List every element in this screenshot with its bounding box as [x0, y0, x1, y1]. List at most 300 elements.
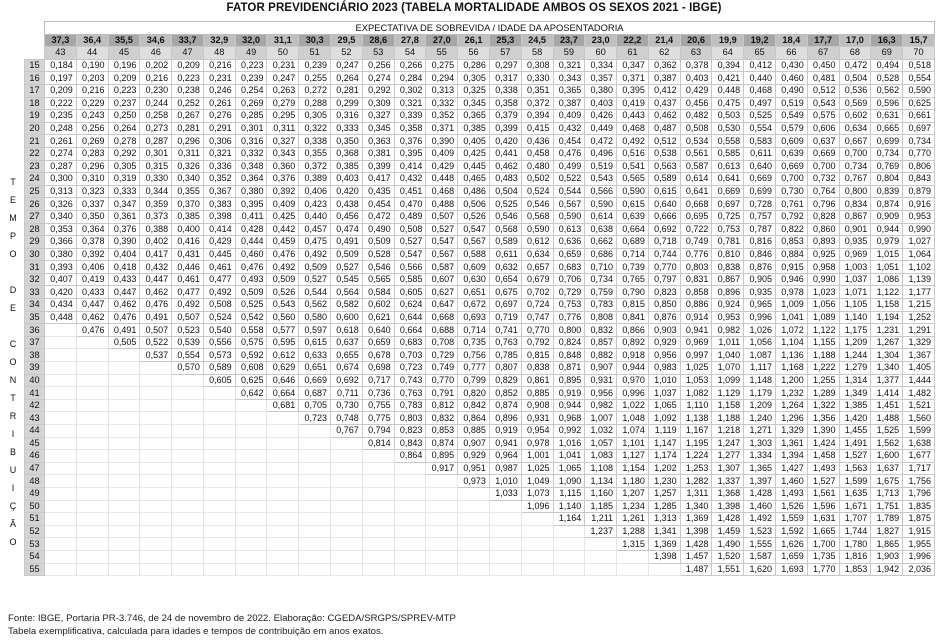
factor-cell: 1,289: [807, 387, 839, 400]
factor-cell: 0,838: [521, 362, 553, 375]
factor-cell: 1,180: [617, 475, 649, 488]
factor-cell: 0,931: [521, 412, 553, 425]
factor-cell: 0,385: [172, 210, 204, 223]
empty-cell: [172, 475, 204, 488]
factor-cell: 1,700: [807, 538, 839, 551]
factor-cell: 0,281: [172, 122, 204, 135]
factor-cell: 1,164: [553, 513, 585, 526]
empty-cell: [76, 387, 108, 400]
life-expectancy-cell: 20,6: [680, 34, 712, 47]
factor-cell: 1,105: [839, 299, 871, 312]
age-row: [25, 47, 935, 60]
factor-cell: 0,580: [299, 311, 331, 324]
table-row: [25, 299, 935, 312]
factor-cell: 0,644: [394, 311, 426, 324]
factor-cell: 0,982: [585, 399, 617, 412]
factor-cell: 0,216: [140, 72, 172, 85]
factor-cell: 0,274: [45, 147, 77, 160]
empty-cell: [235, 525, 267, 538]
factor-cell: 1,016: [553, 437, 585, 450]
factor-cell: 0,674: [331, 362, 363, 375]
factor-cell: 0,503: [712, 110, 744, 123]
factor-cell: 0,708: [426, 336, 458, 349]
factor-cell: 0,544: [299, 286, 331, 299]
factor-cell: 1,253: [680, 462, 712, 475]
factor-cell: 0,472: [839, 59, 871, 72]
factor-cell: 0,654: [489, 273, 521, 286]
factor-cell: 0,570: [172, 362, 204, 375]
factor-cell: 0,258: [140, 110, 172, 123]
empty-cell: [140, 462, 172, 475]
factor-cell: 0,446: [172, 261, 204, 274]
factor-cell: 0,700: [775, 173, 807, 186]
factor-cell: 0,546: [489, 210, 521, 223]
factor-cell: 0,275: [426, 59, 458, 72]
factor-cell: 0,431: [172, 248, 204, 261]
life-expectancy-cell: 34,6: [140, 34, 172, 47]
factor-cell: 0,723: [394, 362, 426, 375]
factor-cell: 1,487: [680, 563, 712, 576]
empty-cell: [299, 500, 331, 513]
factor-cell: 0,480: [521, 160, 553, 173]
factor-cell: 1,200: [775, 374, 807, 387]
factor-cell: 0,387: [553, 97, 585, 110]
factor-cell: 1,087: [744, 349, 776, 362]
factor-cell: 0,543: [807, 97, 839, 110]
empty-cell: [394, 550, 426, 563]
factor-cell: 0,823: [394, 425, 426, 438]
factor-cell: 0,389: [299, 173, 331, 186]
table-row: [25, 160, 935, 173]
factor-cell: 0,412: [648, 84, 680, 97]
factor-cell: 0,564: [331, 286, 363, 299]
factor-cell: 0,639: [775, 147, 807, 160]
empty-cell: [140, 450, 172, 463]
empty-cell: [140, 362, 172, 375]
factor-cell: 1,707: [839, 513, 871, 526]
factor-cell: 0,411: [235, 210, 267, 223]
age-cell: 65: [744, 47, 776, 60]
table-row: [25, 223, 935, 236]
factor-cell: 0,492: [267, 261, 299, 274]
factor-cell: 0,414: [394, 160, 426, 173]
factor-cell: 0,274: [362, 72, 394, 85]
factor-cell: 1,074: [617, 425, 649, 438]
factor-cell: 0,534: [680, 135, 712, 148]
factor-cell: 1,185: [585, 500, 617, 513]
factor-cell: 0,681: [267, 399, 299, 412]
factor-cell: 0,614: [585, 210, 617, 223]
factor-cell: 0,776: [680, 248, 712, 261]
empty-cell: [108, 349, 140, 362]
empty-cell: [521, 513, 553, 526]
contribution-years-cell: 18: [25, 97, 45, 110]
factor-cell: 0,791: [426, 387, 458, 400]
factor-cell: 1,334: [744, 450, 776, 463]
factor-cell: 1,493: [775, 487, 807, 500]
factor-cell: 0,815: [617, 299, 649, 312]
factor-cell: 0,299: [331, 97, 363, 110]
life-expectancy-cell: 16,3: [871, 34, 903, 47]
factor-cell: 0,477: [203, 273, 235, 286]
factor-cell: 0,423: [299, 198, 331, 211]
contribution-years-cell: 50: [25, 500, 45, 513]
factor-cell: 0,842: [458, 399, 490, 412]
empty-cell: [235, 399, 267, 412]
factor-cell: 0,321: [394, 97, 426, 110]
empty-cell: [172, 437, 204, 450]
factor-cell: 1,693: [775, 563, 807, 576]
table-row: [25, 412, 935, 425]
factor-cell: 0,710: [585, 261, 617, 274]
factor-cell: 0,472: [585, 135, 617, 148]
factor-cell: 1,304: [871, 349, 903, 362]
factor-cell: 0,475: [299, 236, 331, 249]
factor-cell: 0,417: [140, 248, 172, 261]
factor-cell: 2,036: [903, 563, 935, 576]
table-row: [25, 84, 935, 97]
factor-cell: 0,267: [172, 110, 204, 123]
empty-cell: [267, 412, 299, 425]
factor-cell: 0,419: [76, 273, 108, 286]
factor-cell: 0,372: [521, 97, 553, 110]
factor-cell: 0,657: [521, 261, 553, 274]
life-expectancy-cell: 27,8: [394, 34, 426, 47]
factor-cell: 1,117: [744, 362, 776, 375]
empty-cell: [235, 500, 267, 513]
factor-cell: 0,254: [235, 84, 267, 97]
age-cell: 45: [108, 47, 140, 60]
empty-cell: [172, 563, 204, 576]
factor-cell: 1,154: [617, 462, 649, 475]
factor-cell: 0,632: [489, 261, 521, 274]
factor-cell: 1,230: [648, 475, 680, 488]
empty-cell: [108, 362, 140, 375]
factor-cell: 1,224: [680, 450, 712, 463]
factor-cell: 1,340: [871, 362, 903, 375]
table-row: [25, 210, 935, 223]
factor-cell: 1,488: [871, 412, 903, 425]
factor-cell: 1,599: [903, 425, 935, 438]
empty-cell: [140, 500, 172, 513]
factor-cell: 0,686: [585, 248, 617, 261]
factor-cell: 0,364: [76, 223, 108, 236]
empty-cell: [203, 487, 235, 500]
empty-cell: [108, 563, 140, 576]
age-cell: 57: [489, 47, 521, 60]
empty-cell: [235, 462, 267, 475]
empty-cell: [331, 500, 363, 513]
contribution-years-cell: 51: [25, 513, 45, 526]
factor-cell: 0,605: [394, 286, 426, 299]
factor-cell: 0,770: [521, 324, 553, 337]
factor-cell: 0,642: [235, 387, 267, 400]
factor-cell: 0,338: [299, 135, 331, 148]
contribution-years-cell: 47: [25, 462, 45, 475]
factor-cell: 1,211: [585, 513, 617, 526]
empty-cell: [108, 500, 140, 513]
factor-cell: 0,362: [648, 59, 680, 72]
empty-cell: [267, 462, 299, 475]
factor-cell: 1,314: [839, 374, 871, 387]
factor-cell: 0,281: [331, 84, 363, 97]
factor-cell: 0,481: [807, 72, 839, 85]
empty-cell: [299, 475, 331, 488]
factor-cell: 0,568: [521, 210, 553, 223]
factor-cell: 0,526: [458, 210, 490, 223]
factor-cell: 0,491: [140, 311, 172, 324]
factor-cell: 0,357: [585, 72, 617, 85]
factor-cell: 0,853: [775, 236, 807, 249]
factor-cell: 0,990: [903, 223, 935, 236]
factor-cell: 0,407: [45, 273, 77, 286]
factor-cell: 0,885: [458, 425, 490, 438]
factor-cell: 0,425: [458, 147, 490, 160]
factor-cell: 0,443: [617, 110, 649, 123]
empty-cell: [267, 487, 299, 500]
factor-cell: 1,037: [839, 273, 871, 286]
empty-cell: [76, 525, 108, 538]
factor-cell: 0,748: [331, 412, 363, 425]
factor-cell: 0,944: [871, 223, 903, 236]
factor-cell: 1,361: [775, 437, 807, 450]
factor-cell: 0,874: [426, 437, 458, 450]
factor-cell: 0,507: [140, 324, 172, 337]
factor-cell: 1,064: [903, 248, 935, 261]
factor-cell: 0,523: [172, 324, 204, 337]
factor-cell: 0,647: [426, 299, 458, 312]
table-row: [25, 450, 935, 463]
factor-cell: 1,365: [744, 462, 776, 475]
factor-cell: 0,442: [267, 223, 299, 236]
empty-cell: [553, 538, 585, 551]
empty-cell: [267, 550, 299, 563]
factor-cell: 0,613: [712, 160, 744, 173]
factor-cell: 1,835: [903, 500, 935, 513]
factor-cell: 1,104: [775, 336, 807, 349]
factor-cell: 0,747: [521, 311, 553, 324]
empty-cell: [235, 437, 267, 450]
empty-cell: [235, 412, 267, 425]
empty-cell: [267, 500, 299, 513]
factor-cell: 0,378: [76, 236, 108, 249]
empty-cell: [172, 487, 204, 500]
factor-cell: 1,194: [871, 311, 903, 324]
empty-cell: [140, 538, 172, 551]
corner-cell: [25, 47, 45, 60]
factor-cell: 0,965: [744, 299, 776, 312]
factor-cell: 0,893: [807, 236, 839, 249]
factor-cell: 1,232: [775, 387, 807, 400]
factor-cell: 0,672: [458, 299, 490, 312]
factor-cell: 0,630: [458, 273, 490, 286]
life-expectancy-cell: 29,5: [331, 34, 363, 47]
factor-cell: 1,011: [712, 336, 744, 349]
table-row: [25, 110, 935, 123]
factor-cell: 0,311: [172, 147, 204, 160]
empty-cell: [299, 487, 331, 500]
factor-cell: 1,455: [839, 425, 871, 438]
factor-cell: 0,566: [394, 261, 426, 274]
factor-cell: 0,983: [648, 362, 680, 375]
factor-cell: 0,706: [553, 273, 585, 286]
factor-cell: 0,941: [680, 324, 712, 337]
factor-cell: 0,537: [140, 349, 172, 362]
contribution-years-cell: 19: [25, 110, 45, 123]
factor-cell: 1,041: [553, 450, 585, 463]
contribution-years-cell: 25: [25, 185, 45, 198]
factor-cell: 0,669: [299, 374, 331, 387]
factor-cell: 0,502: [521, 173, 553, 186]
contribution-years-cell: 26: [25, 198, 45, 211]
factor-cell: 0,238: [172, 84, 204, 97]
side-label-letter: Ã: [9, 519, 16, 529]
factor-cell: 1,147: [648, 437, 680, 450]
empty-cell: [362, 487, 394, 500]
factor-cell: 0,589: [489, 236, 521, 249]
empty-cell: [458, 563, 490, 576]
empty-cell: [553, 525, 585, 538]
factor-cell: 1,244: [839, 349, 871, 362]
empty-cell: [299, 437, 331, 450]
factor-cell: 0,734: [903, 135, 935, 148]
empty-cell: [331, 525, 363, 538]
factor-cell: 0,799: [458, 374, 490, 387]
empty-cell: [172, 450, 204, 463]
factor-cell: 0,547: [458, 223, 490, 236]
empty-cell: [394, 500, 426, 513]
factor-cell: 1,277: [712, 450, 744, 463]
factor-cell: 0,589: [203, 362, 235, 375]
factor-cell: 0,659: [362, 336, 394, 349]
empty-cell: [45, 387, 77, 400]
empty-cell: [45, 538, 77, 551]
factor-cell: 1,427: [775, 462, 807, 475]
factor-cell: 0,247: [331, 59, 363, 72]
factor-cell: 0,711: [331, 387, 363, 400]
factor-cell: 0,462: [76, 311, 108, 324]
factor-cell: 0,627: [426, 286, 458, 299]
factor-cell: 0,978: [775, 286, 807, 299]
factor-cell: 0,697: [489, 299, 521, 312]
factor-cell: 0,625: [903, 97, 935, 110]
factor-cell: 1,744: [839, 525, 871, 538]
factor-cell: 0,414: [203, 223, 235, 236]
factor-cell: 1,168: [775, 362, 807, 375]
factor-cell: 0,569: [839, 97, 871, 110]
factor-cell: 0,525: [489, 198, 521, 211]
factor-cell: 0,614: [680, 173, 712, 186]
factor-cell: 0,895: [426, 450, 458, 463]
factor-cell: 0,512: [648, 135, 680, 148]
factor-cell: 0,524: [203, 311, 235, 324]
age-cell: 59: [553, 47, 585, 60]
factor-cell: 0,266: [394, 59, 426, 72]
factor-cell: 0,419: [617, 97, 649, 110]
factor-cell: 0,380: [585, 84, 617, 97]
empty-cell: [458, 500, 490, 513]
factor-cell: 0,385: [331, 160, 363, 173]
age-cell: 60: [585, 47, 617, 60]
factor-cell: 0,229: [76, 97, 108, 110]
factor-cell: 0,556: [203, 336, 235, 349]
factor-cell: 0,689: [617, 236, 649, 249]
factor-cell: 0,839: [871, 185, 903, 198]
factor-cell: 0,641: [712, 173, 744, 186]
factor-cell: 0,729: [426, 349, 458, 362]
factor-cell: 0,492: [172, 299, 204, 312]
factor-cell: 1,140: [553, 500, 585, 513]
factor-cell: 0,363: [362, 135, 394, 148]
factor-cell: 0,565: [617, 173, 649, 186]
factor-cell: 1,428: [712, 513, 744, 526]
factor-cell: 0,297: [489, 59, 521, 72]
factor-cell: 0,792: [521, 336, 553, 349]
factor-cell: 0,661: [903, 110, 935, 123]
factor-cell: 1,174: [648, 450, 680, 463]
empty-cell: [203, 513, 235, 526]
factor-cell: 0,527: [426, 223, 458, 236]
factor-cell: 0,468: [426, 185, 458, 198]
empty-cell: [45, 450, 77, 463]
empty-cell: [140, 487, 172, 500]
empty-cell: [108, 462, 140, 475]
factor-cell: 1,237: [585, 525, 617, 538]
empty-cell: [299, 450, 331, 463]
factor-cell: 1,009: [775, 299, 807, 312]
factor-cell: 0,540: [203, 324, 235, 337]
factor-cell: 1,675: [871, 475, 903, 488]
empty-cell: [521, 525, 553, 538]
factor-cell: 0,404: [108, 248, 140, 261]
factor-cell: 1,405: [903, 362, 935, 375]
empty-cell: [45, 374, 77, 387]
factor-cell: 0,575: [235, 336, 267, 349]
factor-cell: 1,022: [617, 399, 649, 412]
factor-cell: 0,438: [331, 198, 363, 211]
table-row: [25, 135, 935, 148]
factor-cell: 0,433: [76, 286, 108, 299]
factor-cell: 1,816: [839, 550, 871, 563]
factor-cell: 0,916: [903, 198, 935, 211]
factor-cell: 0,352: [203, 173, 235, 186]
factor-cell: 0,248: [45, 122, 77, 135]
factor-cell: 0,979: [871, 236, 903, 249]
factor-cell: 0,968: [553, 412, 585, 425]
factor-cell: 0,770: [426, 374, 458, 387]
empty-cell: [140, 525, 172, 538]
factor-cell: 0,637: [331, 336, 363, 349]
factor-cell: 1,056: [744, 336, 776, 349]
contribution-years-cell: 35: [25, 311, 45, 324]
factor-cell: 1,915: [903, 525, 935, 538]
factor-cell: 0,353: [45, 223, 77, 236]
empty-cell: [172, 425, 204, 438]
factor-cell: 0,542: [235, 311, 267, 324]
empty-cell: [553, 563, 585, 576]
factor-cell: 0,625: [235, 374, 267, 387]
factor-cell: 0,332: [235, 147, 267, 160]
empty-cell: [617, 550, 649, 563]
factor-cell: 0,573: [203, 349, 235, 362]
factor-cell: 0,590: [903, 84, 935, 97]
factor-cell: 0,640: [648, 198, 680, 211]
factor-cell: 0,209: [108, 72, 140, 85]
age-cell: 46: [140, 47, 172, 60]
factor-cell: 0,430: [775, 59, 807, 72]
factor-cell: 1,215: [903, 299, 935, 312]
factor-cell: 0,305: [108, 160, 140, 173]
